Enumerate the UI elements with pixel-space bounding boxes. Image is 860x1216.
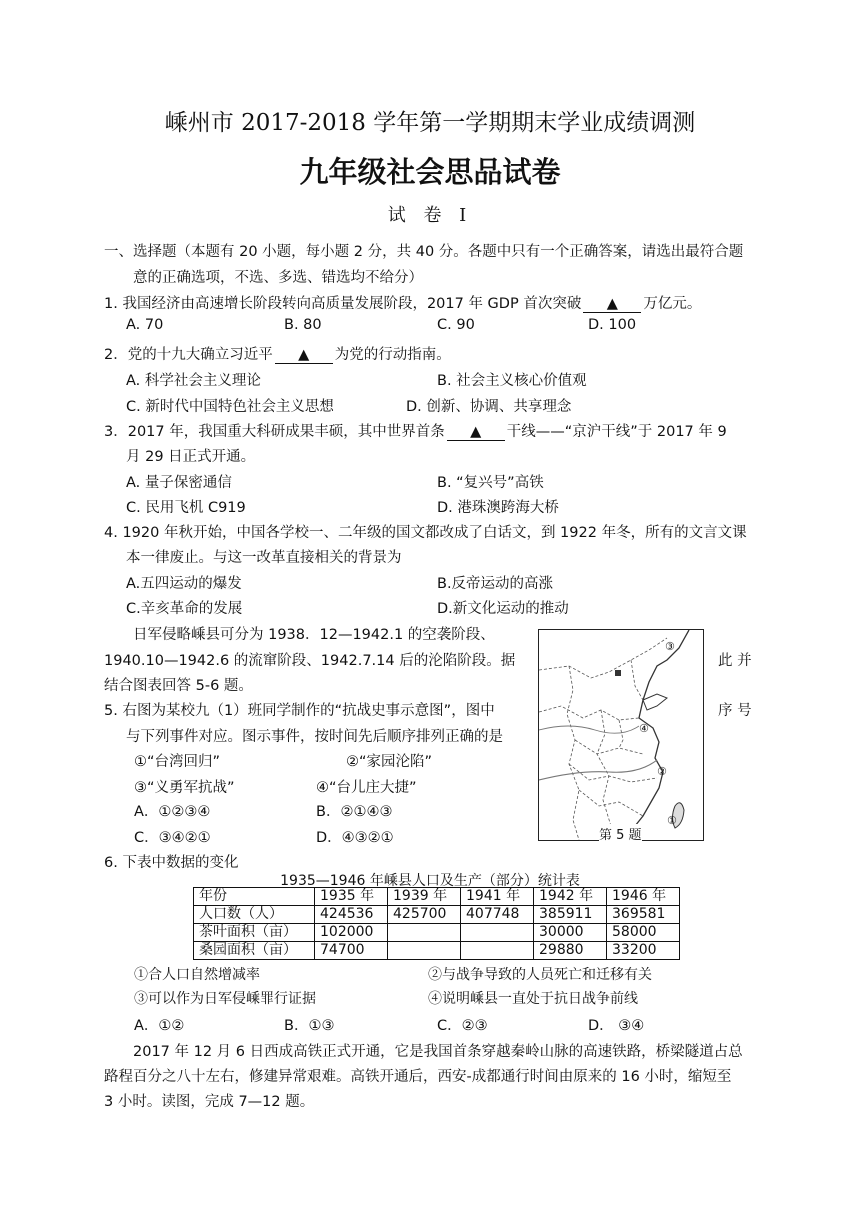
answer-blank: ▲ [447,424,505,441]
section-instructions-line2: 意的正确选项，不选、多选、错选均不给分） [133,270,423,286]
q6-option-a: A．①② [134,1018,185,1034]
map-marker-1: ① [667,814,677,827]
q2-option-b: B. 社会主义核心价值观 [437,373,587,389]
table-cell [461,924,534,942]
table-row [194,906,680,924]
q6-statement-4: ④说明嵊县一直处于抗日战争前线 [428,991,638,1007]
passage-line3: 3 小时。读图，完成 7—12 题。 [104,1094,315,1110]
question-4-stem: 4. 1920 年秋开始，中国各学校一、二年级的国文都改成了白话文，到 1922 年冬，所有的文言文课 [104,525,747,541]
question-3-stem-cont: 月 29 日正式开通。 [126,449,256,465]
table-cell [461,942,534,960]
table-cell: 33200 [607,942,680,960]
q6-option-b: B．①③ [284,1018,335,1034]
question-3-stem: 3．2017 年，我国重大科研成果丰硕，其中世界首条 ▲ 干线——“京沪干线”于 2017 年 9 [104,424,727,440]
table-cell: 58000 [607,924,680,942]
answer-blank: ▲ [583,296,641,313]
table-cell: 74700 [315,942,388,960]
q3-option-d: D. 港珠澳跨海大桥 [437,500,559,516]
q6-statement-2: ②与战争导致的人员死亡和迁移有关 [428,967,652,983]
table-cell: 人口数（人） [194,906,315,924]
q1-option-b: B. 80 [284,317,322,333]
table-cell: 424536 [315,906,388,924]
table-cell: 29880 [534,942,607,960]
map-caption: 第 5 题 [599,824,642,843]
intro-5-6-line3: 结合图表回答 5-6 题。 [104,678,253,694]
population-table [193,887,680,960]
question-5-stem-cont: 与下列事件对应。图示事件，按时间先后顺序排列正确的是 [126,729,503,745]
q2-option-c: C. 新时代中国特色社会主义思想 [126,399,334,415]
q6-statement-3: ③可以作为日军侵嵊罪行证据 [134,991,316,1007]
question-5-stem: 5. 右图为某校九（1）班同学制作的“抗战史事示意图”，图中 [104,703,495,719]
table-header-cell: 1935 年 [315,888,388,906]
table-header-cell: 1941 年 [461,888,534,906]
q3-option-b: B. “复兴号”高铁 [437,475,544,491]
table-cell: 茶叶面积（亩） [194,924,315,942]
table-header-cell: 年份 [194,888,315,906]
q6-statement-1: ①合人口自然增减率 [134,967,260,983]
question-6-stem: 6. 下表中数据的变化 [104,855,239,871]
table-cell: 桑园面积（亩） [194,942,315,960]
q1-option-c: C. 90 [437,317,475,333]
table-cell: 369581 [607,906,680,924]
table-cell: 30000 [534,924,607,942]
intro-5-6-line2-right: 此 并 [718,653,752,669]
table-cell: 385911 [534,906,607,924]
q5-event-2: ②“家园沦陷” [346,754,433,770]
q5-event-4: ④“台儿庄大捷” [316,780,417,796]
passage-line2: 路程百分之八十左右，修建异常艰难。高铁开通后，西安-成都通行时间由原来的 16 小时，缩短至 [104,1069,732,1085]
q5-option-a: A．①②③④ [134,804,211,820]
intro-5-6-line2: 1940.10—1942.6 的流窜阶段、1942.7.14 后的沦陷阶段。据 [104,653,516,669]
exam-subtitle: 九年级社会思品试卷 [299,155,561,189]
question-2-stem: 2．党的十九大确立习近平 ▲ 为党的行动指南。 [104,347,451,363]
table-cell: 425700 [388,906,461,924]
table-title: 1935—1946 年嵊县人口及生产（部分）统计表 [280,873,580,889]
q2-option-a: A. 科学社会主义理论 [126,373,261,389]
table-row [194,942,680,960]
q5-event-3: ③“义勇军抗战” [134,780,235,796]
map-drawing [539,630,703,840]
q4-option-b: B.反帝运动的高涨 [437,576,554,592]
q1-option-a: A. 70 [126,317,164,333]
q4-option-d: D.新文化运动的推动 [437,601,569,617]
table-cell: 102000 [315,924,388,942]
q5-event-1: ①“台湾回归” [134,754,221,770]
table-header-cell: 1939 年 [388,888,461,906]
q2-option-d: D. 创新、协调、共享理念 [406,399,572,415]
intro-5-6-line1: 日军侵略嵊县可分为 1938．12—1942.1 的空袭阶段、 [133,627,495,643]
table-header-cell: 1946 年 [607,888,680,906]
q5-option-c: C．③④②① [134,830,211,846]
answer-blank: ▲ [275,347,333,364]
q4-option-a: A.五四运动的爆发 [126,576,242,592]
table-header-row [194,888,680,906]
passage-line1: 2017 年 12 月 6 日西成高铁正式开通，它是我国首条穿越秦岭山脉的高速铁路，桥梁隧道占总 [133,1044,743,1060]
question-1-stem: 1. 我国经济由高速增长阶段转向高质量发展阶段，2017 年 GDP 首次突破 ▲ 万亿元。 [104,296,702,312]
q5-option-d: D．④③②① [316,830,394,846]
exam-title: 嵊州市 2017-2018 学年第一学期期末学业成绩调测 [164,110,696,136]
war-history-map [538,629,704,841]
table-row [194,924,680,942]
q3-option-a: A. 量子保密通信 [126,475,232,491]
table-cell [388,924,461,942]
map-marker-3: ③ [665,640,675,653]
q6-option-d: D． ③④ [588,1018,645,1034]
q4-option-c: C.辛亥革命的发展 [126,601,243,617]
section-instructions-line1: 一、选择题（本题有 20 小题，每小题 2 分，共 40 分。各题中只有一个正确答案，请选出最符合题 [104,244,744,260]
question-5-stem-right: 序 号 [718,703,752,719]
paper-label: 试 卷 I [387,205,473,226]
q5-option-b: B．②①④③ [316,804,393,820]
table-header-cell: 1942 年 [534,888,607,906]
q6-option-c: C．②③ [437,1018,488,1034]
q3-option-c: C. 民用飞机 C919 [126,500,246,516]
q1-option-d: D. 100 [588,317,637,333]
question-4-stem-cont: 本一律废止。与这一改革直接相关的背景为 [126,550,402,566]
map-marker-2: ② [657,765,667,778]
table-cell [388,942,461,960]
map-marker-4: ④ [639,722,649,735]
table-cell: 407748 [461,906,534,924]
